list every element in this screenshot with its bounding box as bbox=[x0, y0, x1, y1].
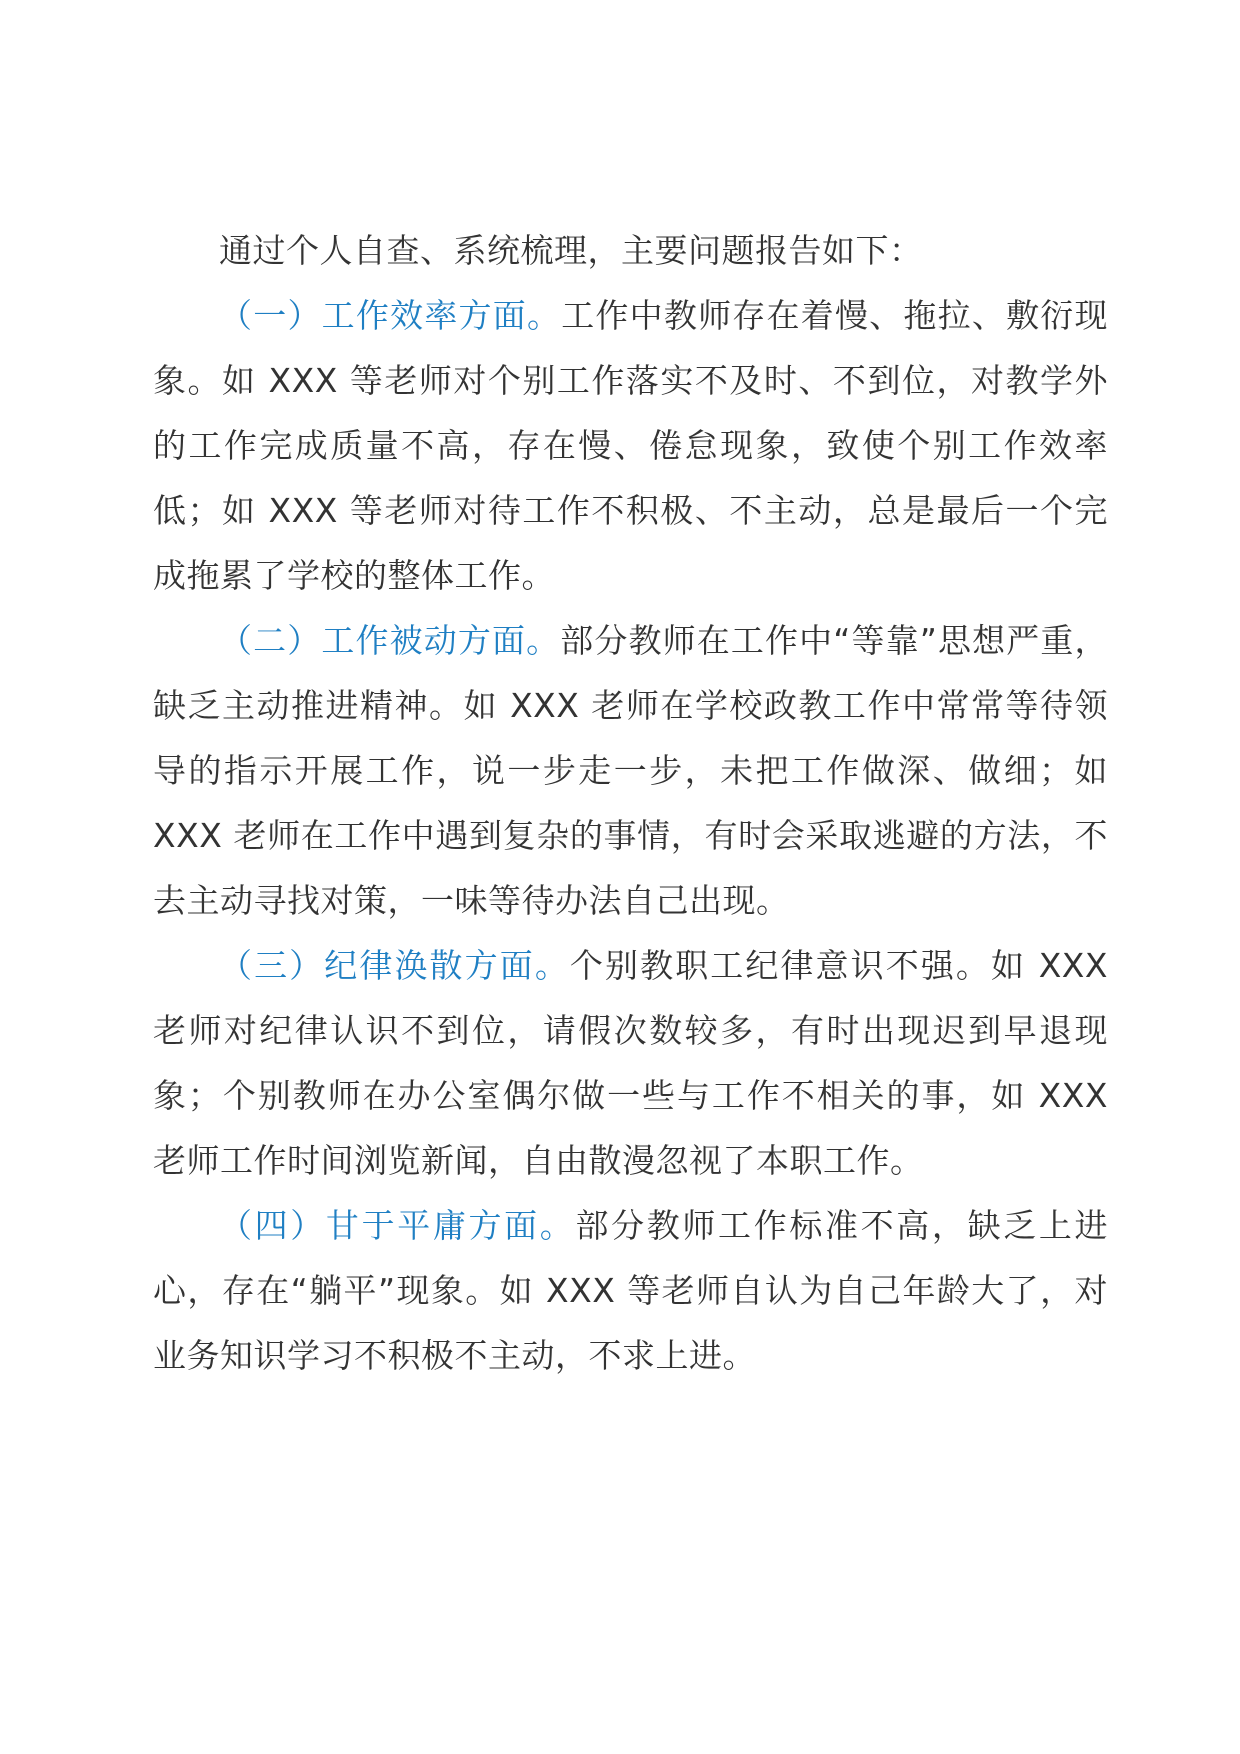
document-body bbox=[153, 218, 1108, 1388]
section-four-paragraph bbox=[153, 1193, 1108, 1388]
section-two-text: 部分教师在工作中“等靠”思想严重，缺乏主动推进精神。如 XXX 老师在学校政教工作中常常等待领导的指示开展工作，说一步走一步，未把工作做深、做细；如 XXX 老师在工作中遇到复杂的事情，有时会采取逃避的方法，不去主动寻找对策，一味等待办法自己出现。 bbox=[153, 621, 1109, 920]
section-two-heading: （二）工作被动方面。 bbox=[219, 621, 561, 660]
section-four-text: 部分教师工作标准不高，缺乏上进心，存在“躺平”现象。如 XXX 等老师自认为自己年龄大了，对业务知识学习不积极不主动，不求上进。 bbox=[153, 1206, 1109, 1375]
intro-paragraph bbox=[153, 218, 1108, 283]
section-three-text: 个别教职工纪律意识不强。如 XXX 老师对纪律认识不到位，请假次数较多，有时出现迟到早退现象；个别教师在办公室偶尔做一些与工作不相关的事，如 XXX 老师工作时间浏览新闻，自由散漫忽视了本职工作。 bbox=[153, 946, 1109, 1180]
section-one-text: 工作中教师存在着慢、拖拉、敷衍现象。如 XXX 等老师对个别工作落实不及时、不到位，对教学外的工作完成质量不高，存在慢、倦怠现象，致使个别工作效率低；如 XXX 等老师对待工作不积极、不主动，总是最后一个完成拖累了学校的整体工作。 bbox=[153, 296, 1109, 595]
section-three-heading: （三）纪律涣散方面。 bbox=[219, 946, 570, 985]
intro-text: 通过个人自查、系统梳理，主要问题报告如下： bbox=[219, 231, 923, 270]
section-two-paragraph bbox=[153, 608, 1108, 933]
section-one-paragraph bbox=[153, 283, 1108, 608]
section-one-heading: （一）工作效率方面。 bbox=[219, 296, 562, 335]
section-three-paragraph bbox=[153, 933, 1108, 1193]
section-four-heading: （四）甘于平庸方面。 bbox=[219, 1206, 576, 1245]
